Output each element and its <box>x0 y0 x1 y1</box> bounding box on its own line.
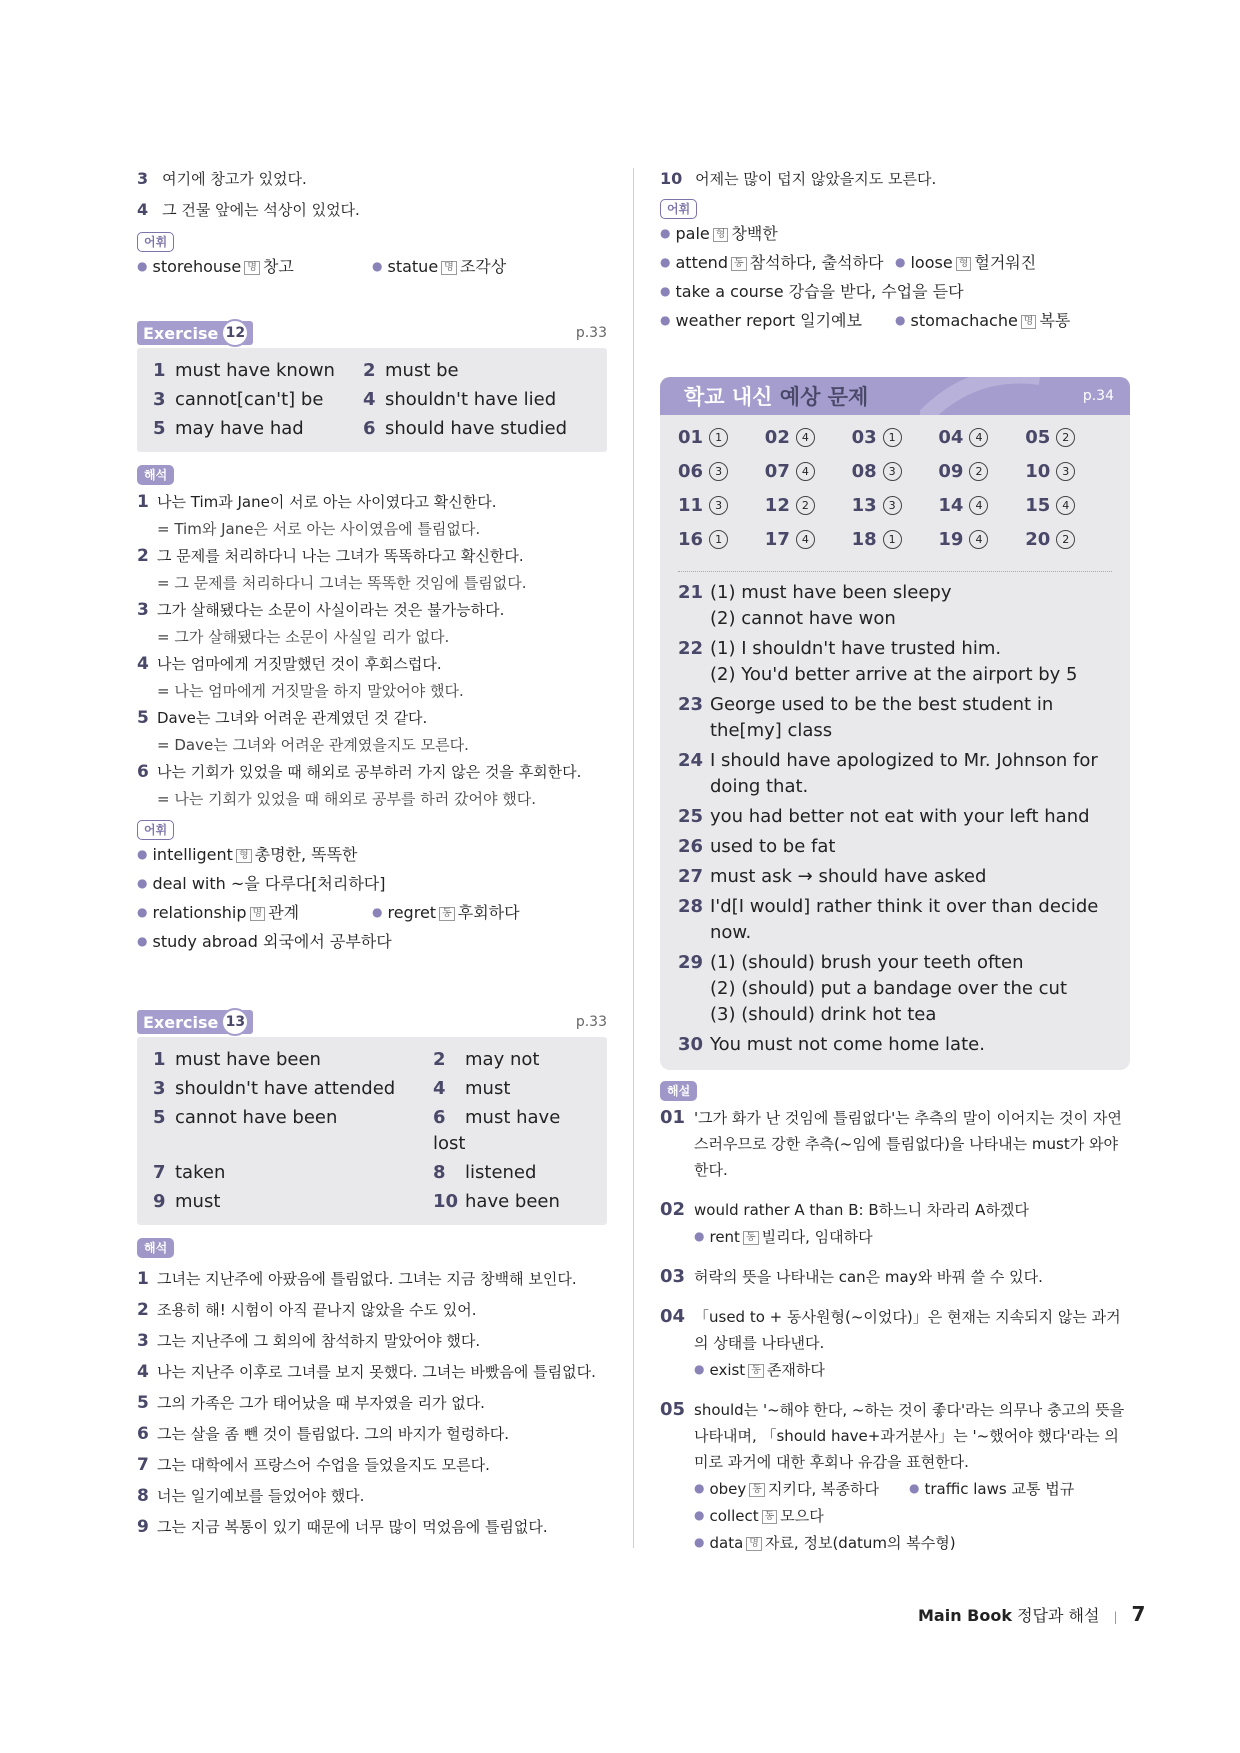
written-answer: 22 (1) I shouldn't have trusted him. (2) You'd better arrive at the airport by 5 <box>678 638 1078 685</box>
vocab-label: 어휘 <box>137 819 607 840</box>
answer-item: 2 may not <box>433 1049 540 1070</box>
vocab-row: ● intelligent 형 총명한, 똑똑한 <box>137 845 358 864</box>
exam-title: 학교 내신 예상 문제 <box>684 385 869 409</box>
written-answer: 27 must ask → should have asked <box>678 866 987 887</box>
mc-answer: 04 4 <box>938 425 1025 451</box>
written-answer: 25 you had better not eat with your left hand <box>678 806 1090 827</box>
vocab-row: ● weather report 일기예보 ● stomachache 명 복통 <box>660 311 1071 330</box>
vocab-row: ● take a course 강습을 받다, 수업을 듣다 <box>660 282 964 301</box>
mc-answer: 19 4 <box>938 527 1025 553</box>
vocab-row: ● deal with ~을 다루다[처리하다] <box>137 874 386 893</box>
list-item: 4 그 건물 앞에는 석상이 있었다. <box>137 200 360 219</box>
page-footer: Main Book 정답과 해설 | 7 <box>918 1602 1146 1626</box>
list-item: 10 어제는 많이 덥지 않았을지도 모른다. <box>660 169 937 188</box>
translation-item: 9 그는 지금 복통이 있기 때문에 너무 많이 먹었음에 틀림없다. <box>137 1517 548 1537</box>
vocab-label: 어휘 <box>137 231 607 252</box>
page-ref: p.34 <box>1082 388 1114 404</box>
answer-item: 1 must have been <box>153 1049 321 1070</box>
written-answer: 21 (1) must have been sleepy (2) cannot have won <box>678 582 952 629</box>
exam-answers-header <box>660 377 1130 415</box>
mc-answer: 05 2 <box>1025 425 1112 451</box>
mc-answer: 14 4 <box>938 493 1025 519</box>
answer-item: 10 have been <box>433 1191 560 1212</box>
answer-item: 7 taken <box>153 1162 226 1183</box>
vocab-row: ● study abroad 외국에서 공부하다 <box>137 932 392 951</box>
translation-item: 1 그녀는 지난주에 아팠음에 틀림없다. 그녀는 지금 창백해 보인다. <box>137 1269 577 1289</box>
translation-item: 2 그 문제를 처리하다니 나는 그녀가 똑똑하다고 확신한다. = 그 문제를 처리하다니 그녀는 똑똑한 것임에 틀림없다. <box>137 546 527 592</box>
answer-item: 6 must have lost <box>433 1107 561 1154</box>
explanation-item: 02 would rather A than B: B하느니 차라리 A하겠다 ● rent 동 빌리다, 임대하다 <box>660 1199 1029 1246</box>
vocab-row: ● relationship 명 관계 ● regret 동 후회하다 <box>137 903 520 922</box>
header-decoration <box>920 377 1040 415</box>
exercise-12-header: Exercise 12 p.33 <box>137 321 607 345</box>
translation-item: 6 나는 기회가 있었을 때 해외로 공부하러 가지 않은 것을 후회한다. = 나는 기회가 있었을 때 해외로 공부를 하러 갔어야 했다. <box>137 762 582 808</box>
vocab-label: 어휘 <box>660 198 1130 219</box>
exam-answers-box <box>660 377 1130 1070</box>
mc-answer: 20 2 <box>1025 527 1112 553</box>
translation-item: 4 나는 지난주 이후로 그녀를 보지 못했다. 그녀는 바빴음에 틀림없다. <box>137 1362 596 1382</box>
mc-answer: 01 1 <box>678 425 765 451</box>
translation-item: 6 그는 살을 좀 뺀 것이 틀림없다. 그의 바지가 헐렁하다. <box>137 1424 509 1444</box>
exercise-13-header: Exercise 13 p.33 <box>137 1010 607 1034</box>
translation-list <box>137 489 607 813</box>
right-column <box>660 168 1130 1556</box>
translation-item: 1 나는 Tim과 Jane이 서로 아는 사이였다고 확신한다. = Tim와 Jane은 서로 아는 사이였음에 틀림없다. <box>137 492 497 538</box>
mc-answer: 08 3 <box>852 459 939 485</box>
mc-answer: 13 3 <box>852 493 939 519</box>
explanation-item: 01 '그가 화가 난 것임에 틀림없다'는 추측의 말이 이어지는 것이 자연스러우므로 강한 추측(~임에 틀림없다)을 나타내는 must가 와야 한다. <box>660 1107 1122 1179</box>
answer-item: 4 shouldn't have lied <box>363 389 557 410</box>
written-answer: 28 I'd[I would] rather think it over than decide now. <box>678 896 1099 943</box>
translation-label: 해석 <box>137 1237 607 1258</box>
left-column <box>137 168 607 1543</box>
answer-item: 3 shouldn't have attended <box>153 1078 396 1099</box>
page-ref: p.33 <box>575 1014 607 1030</box>
written-answer: 29 (1) (should) brush your teeth often (2) (should) put a bandage over the cut (3) (should) drink hot tea <box>678 952 1068 1025</box>
translation-item: 5 Dave는 그녀와 어려운 관계였던 것 같다. = Dave는 그녀와 어려운 관계였을지도 모른다. <box>137 708 469 754</box>
written-answer: 26 used to be fat <box>678 836 836 857</box>
translation-item: 4 나는 엄마에게 거짓말했던 것이 후회스럽다. = 나는 엄마에게 거짓말을 하지 말았어야 했다. <box>137 654 464 700</box>
mc-answer: 15 4 <box>1025 493 1112 519</box>
answer-item: 2 must be <box>363 360 459 381</box>
explanation-item: 03 허락의 뜻을 나타내는 can은 may와 바꿔 쓸 수 있다. <box>660 1266 1043 1287</box>
mc-answer: 18 1 <box>852 527 939 553</box>
translation-item: 7 그는 대학에서 프랑스어 수업을 들었을지도 모른다. <box>137 1455 490 1475</box>
translation-list <box>137 1264 607 1543</box>
translation-item: 3 그가 살해됐다는 소문이 사실이라는 것은 불가능하다. = 그가 살해됐다는 소문이 사실일 리가 없다. <box>137 600 505 646</box>
mc-answer: 10 3 <box>1025 459 1112 485</box>
page-ref: p.33 <box>575 325 607 341</box>
answer-item: 8 listened <box>433 1162 537 1183</box>
mc-answer: 03 1 <box>852 425 939 451</box>
explanation-item: 04 「used to + 동사원형(~이었다)」은 현재는 지속되지 않는 과거의 상태를 나타낸다. ● exist 동 존재하다 <box>660 1306 1121 1379</box>
written-answer: 23 George used to be the best student in the[my] class <box>678 694 1054 741</box>
list-item: 3 여기에 창고가 있었다. <box>137 169 307 188</box>
vocab-row: ● pale 형 창백한 <box>660 224 778 243</box>
multiple-choice-grid <box>660 415 1130 557</box>
mc-answer: 02 4 <box>765 425 852 451</box>
divider <box>678 571 1112 572</box>
explanation-label: 해설 <box>660 1080 1130 1101</box>
translation-label: 해석 <box>137 464 607 485</box>
translation-item: 2 조용히 해! 시험이 아직 끝나지 않았을 수도 있어. <box>137 1300 477 1320</box>
mc-answer: 09 2 <box>938 459 1025 485</box>
column-divider <box>633 168 634 1548</box>
page-number: 7 <box>1131 1602 1146 1626</box>
answer-item: 3 cannot[can't] be <box>153 389 324 410</box>
answer-item: 1 must have known <box>153 360 335 381</box>
exercise-12-answers <box>137 348 607 452</box>
explanation-item: 05 should는 '~해야 한다, ~하는 것이 좋다'라는 의무나 충고의 뜻을 나타내며, 「should have+과거분사」는 '~했어야 했다'라는 의미로 과거에 대한 후회나 유감을 표현한다. ● obey 동 지키다, 복종하다 ● traffic laws 교통 법규 ● collect 동 모으다 ● data 명 자료, 정보(datum의 복수형) <box>660 1399 1125 1552</box>
translation-item: 8 너는 일기예보를 들었어야 했다. <box>137 1486 365 1506</box>
answer-item: 4 must <box>433 1078 511 1099</box>
written-answer: 24 I should have apologized to Mr. Johnson for doing that. <box>678 750 1098 797</box>
answer-item: 5 cannot have been <box>153 1107 338 1128</box>
exercise-13-answers <box>137 1037 607 1225</box>
mc-answer: 12 2 <box>765 493 852 519</box>
mc-answer: 06 3 <box>678 459 765 485</box>
answer-item: 6 should have studied <box>363 418 568 439</box>
mc-answer: 17 4 <box>765 527 852 553</box>
mc-answer: 16 1 <box>678 527 765 553</box>
written-answer: 30 You must not come home late. <box>678 1034 985 1055</box>
translation-item: 5 그의 가족은 그가 태어났을 때 부자였을 리가 없다. <box>137 1393 485 1413</box>
vocab-row: ● attend 동 참석하다, 출석하다 ● loose 형 헐거워진 <box>660 253 1037 272</box>
mc-answer: 11 3 <box>678 493 765 519</box>
mc-answer: 07 4 <box>765 459 852 485</box>
translation-item: 3 그는 지난주에 그 회의에 참석하지 말았어야 했다. <box>137 1331 481 1351</box>
answer-item: 5 may have had <box>153 418 304 439</box>
answer-item: 9 must <box>153 1191 221 1212</box>
vocab-row: ● storehouse 명 창고 ● statue 명 조각상 <box>137 257 507 276</box>
